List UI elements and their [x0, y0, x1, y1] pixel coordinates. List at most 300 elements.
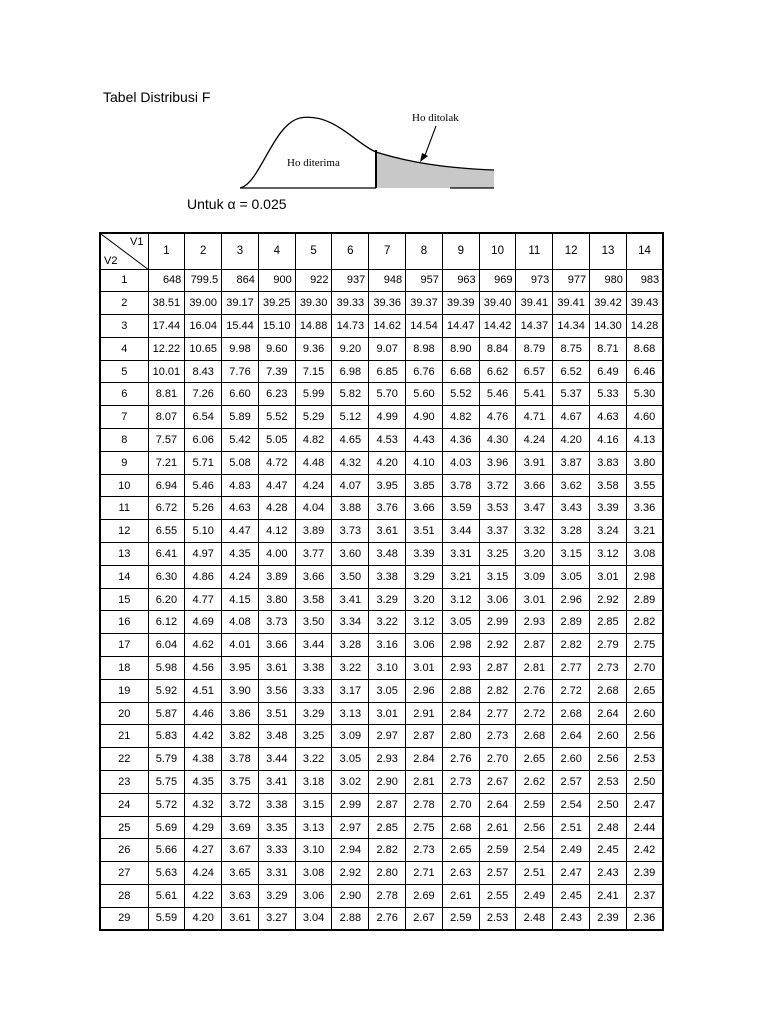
table-cell: 6.98	[332, 360, 369, 383]
row-header: 22	[100, 748, 148, 771]
table-cell: 2.47	[553, 862, 590, 885]
table-cell: 2.49	[516, 885, 553, 908]
table-cell: 4.82	[295, 429, 332, 452]
table-cell: 3.80	[626, 451, 663, 474]
table-cell: 2.68	[590, 679, 627, 702]
table-cell: 3.38	[369, 565, 406, 588]
row-header: 16	[100, 611, 148, 634]
table-cell: 6.55	[148, 520, 185, 543]
table-cell: 2.56	[626, 725, 663, 748]
table-cell: 977	[553, 269, 590, 292]
table-cell: 38.51	[148, 292, 185, 315]
table-cell: 3.10	[369, 657, 406, 680]
table-cell: 14.62	[369, 315, 406, 338]
row-header: 28	[100, 885, 148, 908]
table-cell: 6.04	[148, 634, 185, 657]
table-cell: 6.20	[148, 588, 185, 611]
column-header: 1	[148, 233, 185, 269]
table-cell: 2.88	[442, 679, 479, 702]
table-cell: 2.70	[442, 793, 479, 816]
row-header: 12	[100, 520, 148, 543]
column-header: 2	[185, 233, 222, 269]
corner-v2-label: V2	[104, 254, 118, 267]
table-cell: 2.60	[626, 702, 663, 725]
table-row	[100, 725, 663, 748]
table-cell: 2.96	[553, 588, 590, 611]
table-cell: 3.80	[258, 588, 295, 611]
table-cell: 4.27	[185, 839, 222, 862]
table-cell: 6.72	[148, 497, 185, 520]
table-cell: 2.54	[516, 839, 553, 862]
table-cell: 4.22	[185, 885, 222, 908]
table-cell: 14.34	[553, 315, 590, 338]
table-cell: 3.91	[516, 451, 553, 474]
table-cell: 2.73	[590, 657, 627, 680]
table-cell: 5.99	[295, 383, 332, 406]
row-header: 2	[100, 292, 148, 315]
table-cell: 4.72	[258, 451, 295, 474]
table-cell: 5.71	[185, 451, 222, 474]
table-cell: 2.68	[553, 702, 590, 725]
table-cell: 5.70	[369, 383, 406, 406]
table-cell: 4.38	[185, 748, 222, 771]
table-cell: 864	[222, 269, 259, 292]
table-cell: 3.12	[406, 611, 443, 634]
table-cell: 10.65	[185, 337, 222, 360]
table-cell: 3.58	[590, 474, 627, 497]
table-cell: 4.51	[185, 679, 222, 702]
table-cell: 3.48	[258, 725, 295, 748]
table-cell: 6.41	[148, 543, 185, 566]
table-cell: 39.43	[626, 292, 663, 315]
table-cell: 2.87	[369, 793, 406, 816]
table-cell: 2.76	[442, 748, 479, 771]
table-cell: 3.73	[332, 520, 369, 543]
table-cell: 2.99	[332, 793, 369, 816]
table-cell: 3.66	[258, 634, 295, 657]
table-cell: 2.75	[626, 634, 663, 657]
table-cell: 39.40	[479, 292, 516, 315]
table-cell: 3.48	[369, 543, 406, 566]
table-cell: 7.76	[222, 360, 259, 383]
column-header: 8	[406, 233, 443, 269]
table-cell: 5.29	[295, 406, 332, 429]
table-cell: 3.78	[222, 748, 259, 771]
table-cell: 2.59	[516, 793, 553, 816]
table-cell: 2.64	[553, 725, 590, 748]
table-cell: 3.21	[626, 520, 663, 543]
table-cell: 2.93	[369, 748, 406, 771]
table-cell: 8.81	[148, 383, 185, 406]
table-cell: 3.34	[332, 611, 369, 634]
table-cell: 2.60	[590, 725, 627, 748]
table-cell: 6.62	[479, 360, 516, 383]
table-cell: 14.54	[406, 315, 443, 338]
table-cell: 5.82	[332, 383, 369, 406]
table-cell: 14.88	[295, 315, 332, 338]
row-header: 23	[100, 771, 148, 794]
table-cell: 900	[258, 269, 295, 292]
table-row	[100, 748, 663, 771]
column-header: 9	[442, 233, 479, 269]
table-cell: 39.25	[258, 292, 295, 315]
table-cell: 4.28	[258, 497, 295, 520]
row-header: 9	[100, 451, 148, 474]
row-header: 3	[100, 315, 148, 338]
row-header: 27	[100, 862, 148, 885]
table-cell: 2.57	[479, 862, 516, 885]
table-cell: 2.85	[369, 816, 406, 839]
table-cell: 2.65	[626, 679, 663, 702]
table-cell: 2.84	[442, 702, 479, 725]
table-cell: 2.61	[479, 816, 516, 839]
table-cell: 6.68	[442, 360, 479, 383]
row-header: 25	[100, 816, 148, 839]
table-cell: 3.25	[295, 725, 332, 748]
table-cell: 3.38	[258, 793, 295, 816]
table-cell: 3.60	[332, 543, 369, 566]
table-row	[100, 565, 663, 588]
table-cell: 3.10	[295, 839, 332, 862]
table-cell: 4.35	[185, 771, 222, 794]
table-cell: 3.29	[406, 565, 443, 588]
table-cell: 3.25	[479, 543, 516, 566]
table-cell: 3.15	[479, 565, 516, 588]
table-cell: 963	[442, 269, 479, 292]
table-cell: 4.24	[185, 862, 222, 885]
table-cell: 3.01	[516, 588, 553, 611]
table-cell: 2.54	[553, 793, 590, 816]
table-cell: 799.5	[185, 269, 222, 292]
table-cell: 4.36	[442, 429, 479, 452]
table-cell: 5.10	[185, 520, 222, 543]
table-cell: 2.77	[553, 657, 590, 680]
table-cell: 3.87	[553, 451, 590, 474]
table-cell: 3.28	[553, 520, 590, 543]
table-cell: 3.01	[406, 657, 443, 680]
table-cell: 5.30	[626, 383, 663, 406]
table-cell: 4.32	[332, 451, 369, 474]
table-cell: 3.04	[295, 907, 332, 930]
table-cell: 2.50	[626, 771, 663, 794]
table-cell: 2.67	[479, 771, 516, 794]
table-cell: 948	[369, 269, 406, 292]
table-cell: 4.20	[553, 429, 590, 452]
f-distribution-table	[99, 232, 664, 931]
table-cell: 2.91	[406, 702, 443, 725]
table-cell: 3.44	[442, 520, 479, 543]
table-cell: 2.94	[332, 839, 369, 862]
table-cell: 3.56	[258, 679, 295, 702]
table-row	[100, 657, 663, 680]
table-row	[100, 429, 663, 452]
table-cell: 7.15	[295, 360, 332, 383]
table-row	[100, 360, 663, 383]
table-cell: 8.71	[590, 337, 627, 360]
table-cell: 16.04	[185, 315, 222, 338]
table-cell: 2.90	[332, 885, 369, 908]
table-cell: 5.59	[148, 907, 185, 930]
table-cell: 3.65	[222, 862, 259, 885]
table-cell: 2.76	[516, 679, 553, 702]
table-cell: 7.57	[148, 429, 185, 452]
column-header: 7	[369, 233, 406, 269]
table-cell: 8.79	[516, 337, 553, 360]
table-cell: 2.53	[590, 771, 627, 794]
table-row	[100, 292, 663, 315]
table-cell: 3.38	[295, 657, 332, 680]
table-row	[100, 588, 663, 611]
table-cell: 6.23	[258, 383, 295, 406]
table-cell: 2.92	[479, 634, 516, 657]
table-cell: 3.41	[332, 588, 369, 611]
row-header: 8	[100, 429, 148, 452]
table-cell: 2.93	[516, 611, 553, 634]
table-cell: 6.94	[148, 474, 185, 497]
table-cell: 8.98	[406, 337, 443, 360]
table-cell: 2.47	[626, 793, 663, 816]
table-cell: 3.69	[222, 816, 259, 839]
row-header: 24	[100, 793, 148, 816]
table-cell: 2.81	[516, 657, 553, 680]
table-cell: 2.64	[479, 793, 516, 816]
table-cell: 2.87	[479, 657, 516, 680]
table-cell: 6.85	[369, 360, 406, 383]
table-cell: 3.15	[295, 793, 332, 816]
row-header: 4	[100, 337, 148, 360]
table-cell: 2.87	[406, 725, 443, 748]
table-cell: 3.61	[258, 657, 295, 680]
table-cell: 2.64	[590, 702, 627, 725]
table-cell: 3.66	[295, 565, 332, 588]
row-header: 26	[100, 839, 148, 862]
table-cell: 2.79	[590, 634, 627, 657]
table-cell: 39.30	[295, 292, 332, 315]
table-cell: 39.00	[185, 292, 222, 315]
table-cell: 5.89	[222, 406, 259, 429]
table-cell: 2.93	[442, 657, 479, 680]
table-cell: 2.70	[479, 748, 516, 771]
table-cell: 3.22	[295, 748, 332, 771]
table-cell: 3.95	[369, 474, 406, 497]
table-cell: 3.43	[553, 497, 590, 520]
table-cell: 2.98	[626, 565, 663, 588]
table-cell: 2.77	[479, 702, 516, 725]
row-header: 7	[100, 406, 148, 429]
table-cell: 5.92	[148, 679, 185, 702]
table-cell: 4.35	[222, 543, 259, 566]
table-cell: 3.29	[295, 702, 332, 725]
table-cell: 983	[626, 269, 663, 292]
table-cell: 9.98	[222, 337, 259, 360]
table-cell: 4.63	[590, 406, 627, 429]
table-cell: 6.06	[185, 429, 222, 452]
table-cell: 3.13	[295, 816, 332, 839]
table-cell: 4.24	[295, 474, 332, 497]
table-cell: 2.84	[406, 748, 443, 771]
table-cell: 4.47	[222, 520, 259, 543]
table-cell: 3.51	[406, 520, 443, 543]
table-cell: 648	[148, 269, 185, 292]
row-header: 18	[100, 657, 148, 680]
corner-cell	[100, 233, 148, 269]
table-cell: 3.44	[295, 634, 332, 657]
table-cell: 2.82	[369, 839, 406, 862]
table-cell: 6.57	[516, 360, 553, 383]
table-cell: 4.77	[185, 588, 222, 611]
table-cell: 5.46	[185, 474, 222, 497]
column-header: 14	[626, 233, 663, 269]
table-cell: 6.12	[148, 611, 185, 634]
table-cell: 3.89	[258, 565, 295, 588]
table-cell: 2.73	[442, 771, 479, 794]
table-cell: 3.15	[553, 543, 590, 566]
table-cell: 4.12	[258, 520, 295, 543]
table-cell: 4.15	[222, 588, 259, 611]
table-row	[100, 520, 663, 543]
table-cell: 3.41	[258, 771, 295, 794]
row-header: 13	[100, 543, 148, 566]
table-cell: 2.98	[442, 634, 479, 657]
table-cell: 3.32	[516, 520, 553, 543]
table-cell: 8.90	[442, 337, 479, 360]
table-cell: 3.55	[626, 474, 663, 497]
table-row	[100, 497, 663, 520]
table-cell: 9.36	[295, 337, 332, 360]
table-cell: 4.24	[222, 565, 259, 588]
table-cell: 5.72	[148, 793, 185, 816]
table-cell: 2.50	[590, 793, 627, 816]
table-row	[100, 634, 663, 657]
table-cell: 3.35	[258, 816, 295, 839]
row-header: 29	[100, 907, 148, 930]
table-cell: 2.73	[406, 839, 443, 862]
table-cell: 3.24	[590, 520, 627, 543]
table-cell: 39.33	[332, 292, 369, 315]
row-header: 15	[100, 588, 148, 611]
table-cell: 39.39	[442, 292, 479, 315]
table-cell: 2.92	[332, 862, 369, 885]
table-cell: 5.63	[148, 862, 185, 885]
header-row	[100, 233, 663, 269]
column-header: 4	[258, 233, 295, 269]
accept-label: Ho diterima	[287, 157, 340, 169]
table-cell: 3.37	[479, 520, 516, 543]
table-cell: 3.67	[222, 839, 259, 862]
table-cell: 3.06	[295, 885, 332, 908]
table-row	[100, 611, 663, 634]
table-cell: 3.39	[406, 543, 443, 566]
table-cell: 3.62	[553, 474, 590, 497]
table-cell: 3.01	[590, 565, 627, 588]
table-cell: 4.20	[369, 451, 406, 474]
table-cell: 3.06	[406, 634, 443, 657]
table-cell: 3.47	[516, 497, 553, 520]
row-header: 20	[100, 702, 148, 725]
table-cell: 2.96	[406, 679, 443, 702]
row-header: 6	[100, 383, 148, 406]
table-cell: 2.99	[479, 611, 516, 634]
table-cell: 3.33	[295, 679, 332, 702]
table-cell: 4.08	[222, 611, 259, 634]
table-cell: 3.05	[442, 611, 479, 634]
table-cell: 2.97	[369, 725, 406, 748]
table-cell: 14.37	[516, 315, 553, 338]
table-cell: 2.68	[442, 816, 479, 839]
table-cell: 8.07	[148, 406, 185, 429]
table-row	[100, 406, 663, 429]
table-cell: 2.63	[442, 862, 479, 885]
table-cell: 3.86	[222, 702, 259, 725]
table-cell: 8.43	[185, 360, 222, 383]
table-cell: 6.54	[185, 406, 222, 429]
table-cell: 5.41	[516, 383, 553, 406]
table-cell: 3.01	[369, 702, 406, 725]
table-cell: 4.97	[185, 543, 222, 566]
table-cell: 2.51	[553, 816, 590, 839]
table-cell: 4.82	[442, 406, 479, 429]
table-cell: 2.44	[626, 816, 663, 839]
table-cell: 2.81	[406, 771, 443, 794]
table-cell: 4.47	[258, 474, 295, 497]
table-cell: 3.89	[295, 520, 332, 543]
table-cell: 3.22	[369, 611, 406, 634]
table-cell: 2.85	[590, 611, 627, 634]
table-cell: 3.44	[258, 748, 295, 771]
table-cell: 2.82	[479, 679, 516, 702]
table-cell: 3.05	[369, 679, 406, 702]
table-cell: 2.39	[626, 862, 663, 885]
table-cell: 4.60	[626, 406, 663, 429]
table-cell: 39.37	[406, 292, 443, 315]
table-cell: 2.72	[516, 702, 553, 725]
table-cell: 3.72	[222, 793, 259, 816]
table-cell: 3.02	[332, 771, 369, 794]
table-cell: 3.22	[332, 657, 369, 680]
table-cell: 4.86	[185, 565, 222, 588]
table-row	[100, 337, 663, 360]
table-cell: 5.69	[148, 816, 185, 839]
table-cell: 4.04	[295, 497, 332, 520]
table-cell: 39.36	[369, 292, 406, 315]
table-cell: 2.48	[590, 816, 627, 839]
table-cell: 4.83	[222, 474, 259, 497]
corner-v1-label: V1	[130, 236, 144, 248]
table-cell: 3.78	[442, 474, 479, 497]
table-cell: 3.75	[222, 771, 259, 794]
table-row	[100, 679, 663, 702]
table-cell: 3.63	[222, 885, 259, 908]
table-cell: 3.61	[369, 520, 406, 543]
table-cell: 3.73	[258, 611, 295, 634]
reject-label: Ho ditolak	[412, 112, 459, 124]
table-cell: 3.09	[516, 565, 553, 588]
table-cell: 2.76	[369, 907, 406, 930]
table-cell: 3.88	[332, 497, 369, 520]
table-cell: 3.05	[553, 565, 590, 588]
table-cell: 2.51	[516, 862, 553, 885]
table-cell: 2.53	[479, 907, 516, 930]
table-cell: 2.62	[516, 771, 553, 794]
row-header: 11	[100, 497, 148, 520]
table-cell: 14.28	[626, 315, 663, 338]
table-cell: 3.27	[258, 907, 295, 930]
row-header: 21	[100, 725, 148, 748]
table-cell: 17.44	[148, 315, 185, 338]
table-cell: 5.52	[442, 383, 479, 406]
table-cell: 2.43	[590, 862, 627, 885]
column-header: 5	[295, 233, 332, 269]
